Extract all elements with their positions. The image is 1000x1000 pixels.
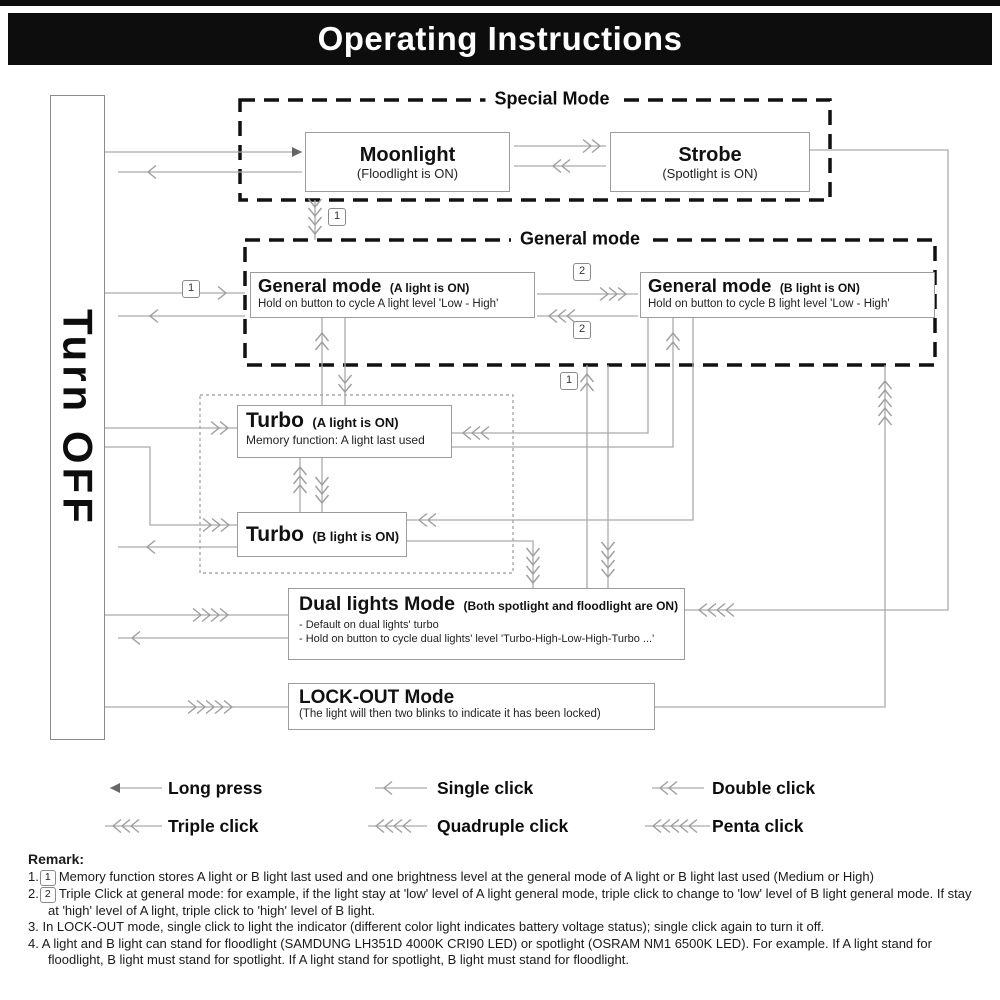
turbo-b-state: (B light is ON) xyxy=(312,528,400,544)
moonlight-title: Moonlight xyxy=(359,143,456,166)
special-mode-label: Special Mode xyxy=(485,88,618,109)
arrow-triple-click-turbo-a-to-turbo-b xyxy=(316,458,329,512)
general-b-desc: Hold on button to cycle B light level 'Low - High' xyxy=(648,298,890,310)
remark-2-inline-badge: 2 xyxy=(40,887,56,903)
arrow-triple-click-general-b-to-turbo-a xyxy=(452,318,648,440)
general-mode-label: General mode xyxy=(511,228,649,249)
dual-lights-bullet-1: - Default on dual lights' turbo xyxy=(299,619,439,631)
remark-item-1 xyxy=(28,869,980,886)
arrow-double-click-moonlight-to-strobe xyxy=(514,140,606,153)
remark-item-4 xyxy=(28,936,980,969)
remark-1-badge-special-to-general: 1 xyxy=(328,208,346,226)
remark-item-2 xyxy=(28,886,980,920)
remark-2-badge-b-to-a: 2 xyxy=(573,321,591,339)
remark-item-4-text: A light and B light can stand for floodlight (SAMDUNG LH351D 4000K CRI90 LED) or spotlight (OSRAM NM1 6500K LED). For example. If A light stand for floodlight, B light must stand for spotlight. If A light stand for spotlight, B light must stand for floodlight. xyxy=(41,935,932,967)
arrow-double-click-off-to-turbo-a xyxy=(105,422,237,435)
arrow-single-click-turbo-to-off xyxy=(118,541,237,554)
remark-item-2-text: Triple Click at general mode: for example, if the light stay at 'low' level of A light general mode, triple click to change to 'low' level of B light general mode. If stay at 'high' level of A light, triple click to 'high' level of B light. xyxy=(48,885,972,918)
arrow-long-press-off-to-moonlight xyxy=(105,147,302,157)
general-a-desc: Hold on button to cycle A light level 'Low - High' xyxy=(258,298,499,310)
legend-quadruple-click-label: Quadruple click xyxy=(437,816,569,836)
remark-item-4-number: 4. xyxy=(28,935,39,951)
turbo-a-state: (A light is ON) xyxy=(312,415,399,430)
arrow-double-click-dual-to-general xyxy=(581,365,594,588)
arrow-quadruple-click-special-to-general xyxy=(309,199,322,240)
legend-double-click-label: Double click xyxy=(712,778,816,798)
arrow-quadruple-click-turbo-b-to-dual xyxy=(407,541,540,588)
arrow-quadruple-click-off-to-dual xyxy=(105,609,288,622)
arrow-quadruple-click-strobe-to-dual xyxy=(685,150,948,617)
arrow-triple-click-turbo-b-to-turbo-a xyxy=(294,458,307,512)
general-mode-a-box xyxy=(250,272,535,318)
arrow-quadruple-click-general-to-dual xyxy=(602,365,615,588)
legend-long-press-arrow xyxy=(110,783,162,793)
arrow-penta-click-lockout-to-general xyxy=(655,365,892,707)
arrow-triple-click-general-a-to-b xyxy=(537,288,638,301)
legend-single-click-arrow xyxy=(375,782,427,795)
dual-lights-title: Dual lights Mode xyxy=(299,593,455,615)
general-a-title: General mode xyxy=(258,275,382,296)
arrow-single-click-off-to-general xyxy=(105,287,245,300)
page-title: Operating Instructions xyxy=(317,20,683,57)
remark-1-inline-badge: 1 xyxy=(40,870,56,886)
turbo-a-title: Turbo xyxy=(246,409,304,432)
strobe-box xyxy=(610,132,810,192)
legend-single-click-label: Single click xyxy=(437,778,534,798)
arrow-double-click-strobe-to-moonlight xyxy=(514,160,606,173)
arrow-double-click-general-a-to-turbo-a xyxy=(339,318,352,405)
dual-lights-box xyxy=(288,588,685,660)
arrow-single-click-dual-to-off xyxy=(118,632,288,645)
turbo-b-title: Turbo xyxy=(246,522,304,546)
remark-heading: Remark: xyxy=(28,851,85,867)
remark-item-1-number: 1. xyxy=(28,868,39,884)
dual-lights-state: (Both spotlight and floodlight are ON) xyxy=(463,599,679,613)
arrow-single-click-moonlight-to-off xyxy=(118,166,302,179)
remark-item-3-text: In LOCK-OUT mode, single click to light the indicator (different color light indicates battery voltage status); single click again to turn it off. xyxy=(42,919,825,934)
legend-triple-click-label: Triple click xyxy=(168,816,259,836)
arrow-single-click-general-to-off xyxy=(118,310,245,323)
general-a-state: (A light is ON) xyxy=(389,281,470,295)
arrow-double-click-turbo-a-to-general-a xyxy=(316,318,329,405)
legend-quadruple-click-arrow xyxy=(368,820,427,833)
legend-triple-click-arrow xyxy=(105,820,162,833)
legend-long-press-label: Long press xyxy=(168,778,263,798)
remark-1-badge-dual-to-general: 1 xyxy=(560,372,578,390)
turbo-b-box xyxy=(237,512,407,557)
turbo-a-box xyxy=(237,405,452,458)
turn-off-label: Turn OFF xyxy=(54,308,102,527)
dual-lights-bullet-2: - Hold on button to cycle dual lights' level 'Turbo-High-Low-High-Turbo ...' xyxy=(299,632,655,645)
general-mode-b-box xyxy=(640,272,935,318)
turn-off-box xyxy=(50,95,105,740)
legend-double-click-arrow xyxy=(652,782,704,795)
legend-penta-click-arrow xyxy=(645,820,710,833)
remark-item-3 xyxy=(28,919,980,936)
legend-penta-click-label: Penta click xyxy=(712,816,804,836)
moonlight-subtitle: (Floodlight is ON) xyxy=(356,165,459,181)
general-b-title: General mode xyxy=(648,275,772,296)
remark-2-badge-a-to-b: 2 xyxy=(573,263,591,281)
turbo-a-desc: Memory function: A light last used xyxy=(246,433,425,447)
remark-item-1-text: Memory function stores A light or B light last used and one brightness level at the general mode of A light or B light last used (Medium or High) xyxy=(58,868,874,884)
arrow-triple-click-off-to-turbo-b xyxy=(105,447,237,532)
arrow-penta-click-off-to-lockout xyxy=(105,701,288,714)
lockout-subtitle: (The light will then two blinks to indicate it has been locked) xyxy=(299,708,601,720)
lockout-title: LOCK-OUT Mode xyxy=(299,687,455,708)
moonlight-box xyxy=(305,132,510,192)
strobe-title: Strobe xyxy=(678,143,742,166)
lockout-box xyxy=(288,683,655,730)
strobe-subtitle: (Spotlight is ON) xyxy=(662,165,758,181)
remark-section xyxy=(28,851,980,969)
general-b-state: (B light is ON) xyxy=(779,281,860,295)
remark-item-3-number: 3. xyxy=(28,919,39,934)
remark-1-badge-off-to-general: 1 xyxy=(182,280,200,298)
remark-item-2-number: 2. xyxy=(28,885,39,901)
